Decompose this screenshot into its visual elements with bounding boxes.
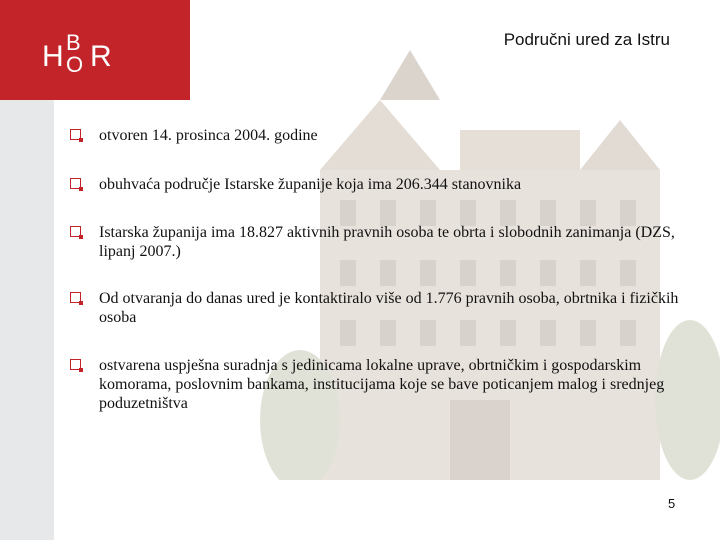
page-number: 5 (668, 496, 676, 511)
svg-text:R: R (90, 40, 112, 73)
bullet-text: ostvarena uspješna suradnja s jedinicama lokalne uprave, obrtničkim i gospodarskim komorama, poslovnim bankama, institucijama koje se bave poticanjem malog i srednjeg poduzetništva (99, 357, 665, 412)
square-bullet-icon (70, 292, 81, 303)
square-bullet-icon (70, 226, 81, 237)
bullet-text: otvoren 14. prosinca 2004. godine (99, 127, 318, 144)
svg-text:B: B (66, 30, 81, 55)
svg-text:O: O (66, 52, 84, 77)
bullet-item (70, 356, 700, 413)
bullet-text: Od otvaranja do danas ured je kontaktiralo više od 1.776 pravnih osoba, obrtnika i fizičkih osoba (99, 290, 679, 326)
bullet-list (70, 126, 700, 413)
square-bullet-icon (70, 129, 81, 140)
bullet-item (70, 175, 700, 194)
bullet-text: Istarska županija ima 18.827 aktivnih pravnih osoba te obrta i slobodnih zanimanja (DZS, lipanj 2007.) (99, 224, 675, 260)
bullet-item (70, 223, 700, 261)
bullet-text: obuhvaća područje Istarske županije koja ima 206.344 stanovnika (99, 176, 522, 193)
square-bullet-icon (70, 178, 81, 189)
bullet-item (70, 126, 700, 145)
slide-title: Područni ured za Istru (503, 30, 670, 49)
hbor-logo (40, 30, 150, 80)
square-bullet-icon (70, 359, 81, 370)
logo-box (0, 0, 190, 100)
bullet-item (70, 289, 700, 327)
svg-text:H: H (42, 40, 65, 73)
